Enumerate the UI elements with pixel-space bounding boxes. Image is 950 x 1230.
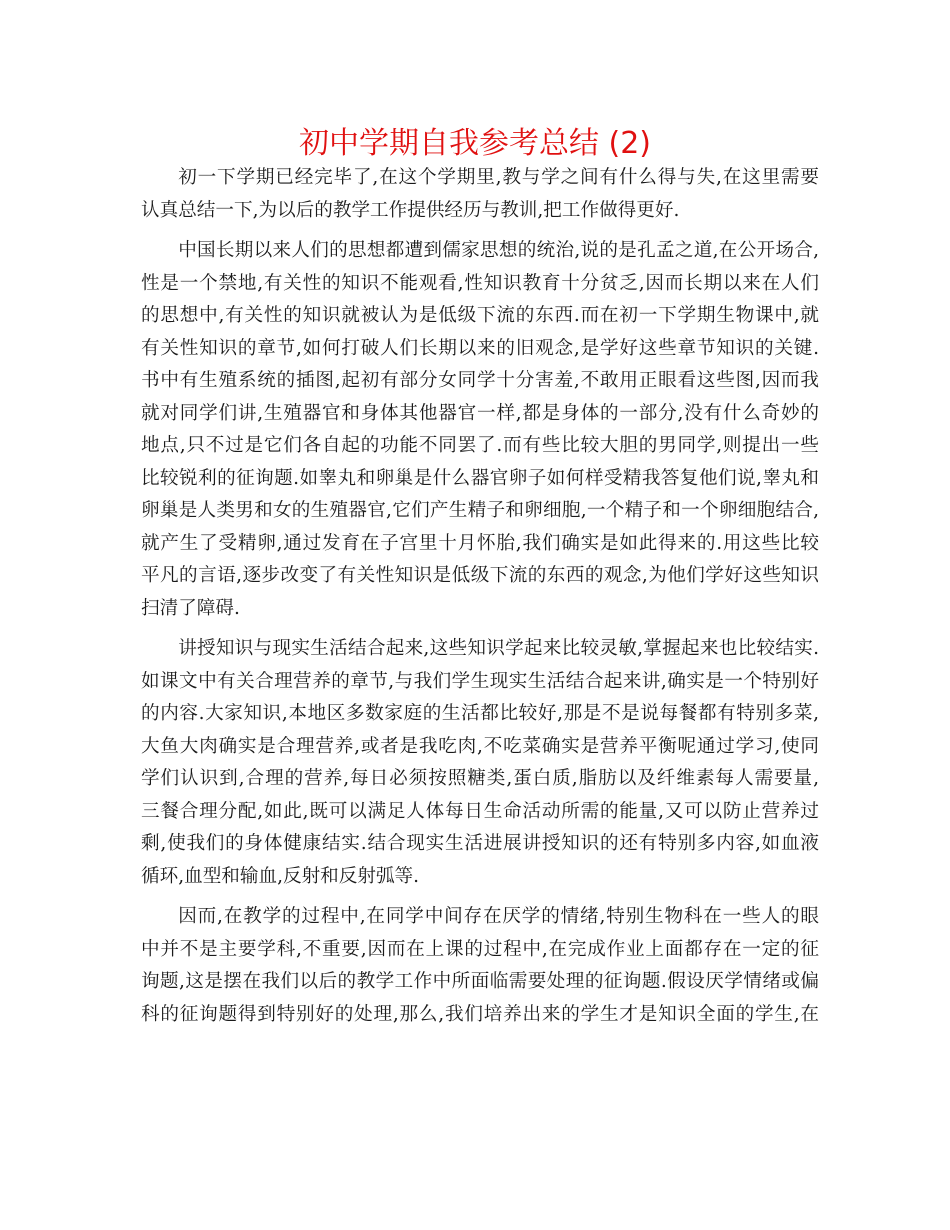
text-line: 初一下学期已经完毕了,在这个学期里,教与学之间有什么得与失,在这里需要 — [178, 167, 819, 188]
text-line: 三餐合理分配,如此,既可以满足人体每日生命活动所需的能量,又可以防止营养过 — [141, 800, 819, 822]
text-line: 大鱼大肉确实是合理营养,或者是我吃肉,不吃菜确实是营养平衡呢通过学习,使同 — [141, 735, 819, 757]
text-line: 就产生了受精卵,通过发育在子宫里十月怀胎,我们确实是如此得来的.用这些比较 — [141, 532, 819, 554]
text-line: 性是一个禁地,有关性的知识不能观看,性知识教育十分贫乏,因而长期以来在人们 — [141, 272, 819, 294]
text-line: 如课文中有关合理营养的章节,与我们学生现实生活结合起来讲,确实是一个特别好 — [141, 670, 819, 692]
text-line: 比较锐利的征询题.如睾丸和卵巢是什么器官卵子如何样受精我答复他们说,睾丸和 — [141, 467, 819, 489]
paragraph-4 — [141, 901, 819, 1031]
text-line: 的思想中,有关性的知识就被认为是低级下流的东西.而在初一下学期生物课中,就 — [141, 305, 819, 326]
paragraph-2 — [141, 235, 819, 625]
text-line: 书中有生殖系统的插图,起初有部分女同学十分害羞,不敢用正眼看这些图,因而我 — [141, 370, 819, 391]
text-line: 循环,血型和输血,反射和反射弧等. — [141, 865, 420, 887]
text-line: 讲授知识与现实生活结合起来,这些知识学起来比较灵敏,掌握起来也比较结实. — [178, 638, 819, 659]
text-line: 因而,在教学的过程中,在同学中间存在厌学的情绪,特别生物科在一些人的眼 — [178, 906, 819, 927]
paragraph-1 — [141, 162, 819, 227]
text-line: 扫清了障碍. — [141, 597, 240, 619]
text-line: 询题,这是摆在我们以后的教学工作中所面临需要处理的征询题.假设厌学情绪或偏 — [141, 971, 819, 992]
text-line: 卵巢是人类男和女的生殖器官,它们产生精子和卵细胞,一个精子和一个卵细胞结合, — [141, 500, 819, 521]
document-title: 初中学期自我参考总结 (2) — [298, 126, 652, 161]
text-line: 科的征询题得到特别好的处理,那么,我们培养出来的学生才是知识全面的学生,在 — [141, 1003, 819, 1025]
text-line: 有关性知识的章节,如何打破人们长期以来的旧观念,是学好这些章节知识的关键. — [141, 337, 819, 359]
text-line: 认真总结一下,为以后的教学工作提供经历与教训,把工作做得更好. — [141, 199, 680, 221]
text-line: 中并不是主要学科,不重要,因而在上课的过程中,在完成作业上面都存在一定的征 — [141, 938, 819, 960]
text-line: 地点,只不过是它们各自起的功能不同罢了.而有些比较大胆的男同学,则提出一些 — [141, 435, 819, 456]
text-line: 就对同学们讲,生殖器官和身体其他器官一样,都是身体的一部分,没有什么奇妙的 — [141, 402, 819, 424]
text-line: 的内容.大家知识,本地区多数家庭的生活都比较好,那是不是说每餐都有特别多菜, — [141, 703, 819, 724]
document-body — [141, 162, 819, 1031]
text-line: 平凡的言语,逐步改变了有关性知识是低级下流的东西的观念,为他们学好这些知识 — [141, 565, 819, 586]
paragraph-3 — [141, 633, 819, 893]
text-line: 剩,使我们的身体健康结实.结合现实生活进展讲授知识的还有特别多内容,如血液 — [141, 833, 819, 854]
text-line: 中国长期以来人们的思想都遭到儒家思想的统治,说的是孔孟之道,在公开场合, — [178, 240, 819, 261]
text-line: 学们认识到,合理的营养,每日必须按照糖类,蛋白质,脂肪以及纤维素每人需要量, — [141, 768, 819, 789]
